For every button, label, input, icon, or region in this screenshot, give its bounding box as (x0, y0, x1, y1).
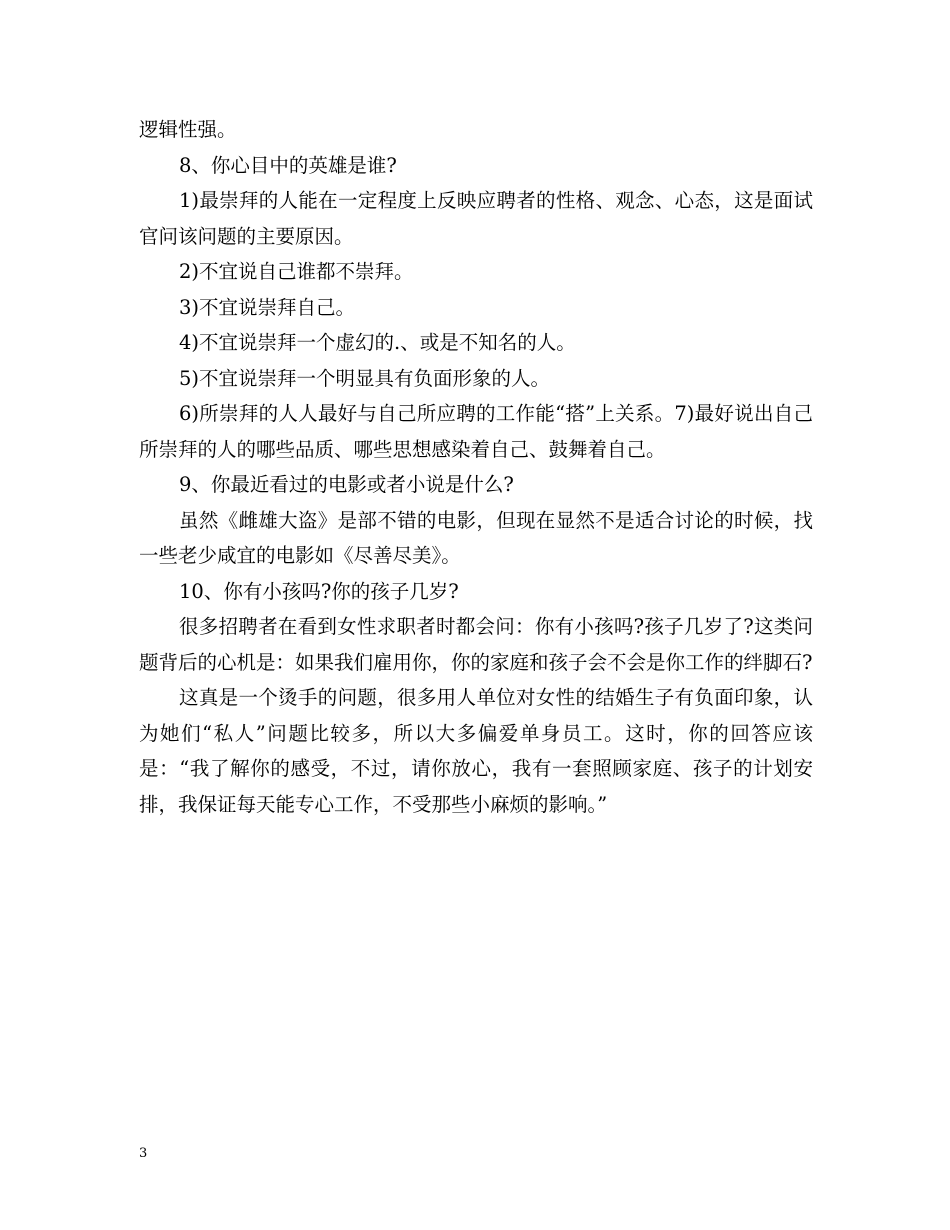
question-heading-10: 10、你有小孩吗?你的孩子几岁? (179, 579, 459, 603)
answer-point-3: 3)不宜说崇拜自己。 (179, 295, 356, 319)
paragraph-continuation: 逻辑性强。 (139, 118, 237, 141)
question-heading-8: 8、你心目中的英雄是谁? (179, 153, 397, 177)
answer-paragraph-10a: 很多招聘者在看到女性求职者时都会问：你有小孩吗?孩子几岁了?这类问题背后的心机是：如果我们雇用你，你的家庭和孩子会不会是你工作的绊脚石? (139, 615, 813, 674)
answer-point-5: 5)不宜说崇拜一个明显具有负面形象的人。 (179, 366, 551, 390)
answer-point-6-7: 6)所崇拜的人人最好与自己所应聘的工作能“搭”上关系。7)最好说出自己所崇拜的人的哪些品质、哪些思想感染着自己、鼓舞着自己。 (139, 402, 813, 461)
document-body (139, 112, 813, 822)
question-heading-9: 9、你最近看过的电影或者小说是什么? (179, 473, 514, 496)
answer-point-2: 2)不宜说自己谁都不崇拜。 (179, 260, 414, 283)
answer-paragraph-10b: 这真是一个烫手的问题，很多用人单位对女性的结婚生子有负面印象，认为她们“私人”问题比较多，所以大多偏爱单身员工。这时，你的回答应该是：“我了解你的感受，不过，请你放心，我有一套照顾家庭、孩子的计划安排，我保证每天能专心工作，不受那些小麻烦的影响。” (139, 686, 813, 816)
answer-point-1: 1)最崇拜的人能在一定程度上反映应聘者的性格、观念、心态，这是面试官问该问题的主要原因。 (139, 189, 813, 248)
page-number: 3 (139, 1146, 148, 1161)
answer-point-4: 4)不宜说崇拜一个虚幻的.、或是不知名的人。 (179, 331, 576, 354)
answer-paragraph-9: 虽然《雌雄大盗》是部不错的电影，但现在显然不是适合讨论的时候，找一些老少咸宜的电影如《尽善尽美》。 (139, 508, 813, 567)
